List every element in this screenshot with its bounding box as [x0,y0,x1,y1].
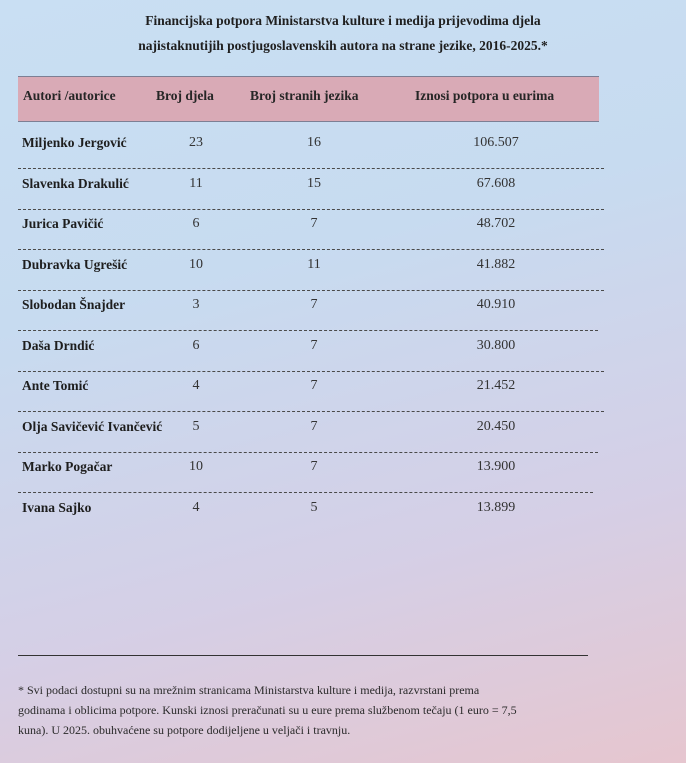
languages-count: 7 [310,418,318,434]
header-works: Broj djela [156,88,214,103]
table-bottom-rule [18,655,588,656]
support-amount: 41.882 [476,256,516,272]
row-separator [18,168,604,169]
footnote-line-3: kuna). U 2025. obuhvaćene su potpore dodijeljene u veljači i travnju. [18,723,351,737]
support-amount: 30.800 [476,337,516,353]
support-amount: 106.507 [473,135,519,150]
works-count: 6 [192,216,200,231]
table-row [18,455,608,485]
works-count: 3 [192,297,200,312]
works-count: 5 [192,418,200,434]
support-amount: 13.899 [476,499,516,515]
works-count: 11 [189,175,203,191]
table-row [18,415,608,445]
languages-count: 11 [307,256,321,272]
languages-count: 7 [310,297,318,312]
header-amount: Iznosi potpora u eurima [415,88,555,103]
row-separator [18,249,604,250]
table-row [18,293,608,323]
table-row [18,496,608,526]
table-row [18,131,608,161]
works-count: 23 [189,135,203,150]
author-name: Slavenka Drakulić [22,175,129,191]
languages-count: 7 [310,337,318,353]
table-header [18,76,599,122]
table-row [18,334,608,364]
languages-count: 5 [310,499,318,515]
author-name: Ivana Sajko [22,499,92,515]
row-separator [18,411,604,412]
works-count: 4 [192,499,200,515]
support-amount: 67.608 [476,175,516,191]
support-amount: 40.910 [476,297,516,312]
languages-count: 7 [310,378,318,393]
languages-count: 16 [307,135,321,150]
chart-title [0,8,686,58]
footnote [18,680,610,740]
row-separator [18,492,593,493]
table-row [18,212,608,242]
title-line-2: najistaknutijih postjugoslavenskih autora na strane jezike, 2016-2025.* [138,38,548,53]
author-name: Slobodan Šnajder [22,297,126,312]
works-count: 10 [189,256,203,272]
works-count: 10 [189,459,203,474]
support-amount: 21.452 [476,378,516,393]
footnote-line-1: * Svi podaci dostupni su na mrežnim stranicama Ministarstva kulture i medija, razvrstani prema [18,683,480,697]
row-separator [18,290,604,291]
row-separator [18,209,604,210]
support-amount: 48.702 [476,216,516,231]
languages-count: 7 [310,459,318,474]
table-row [18,172,608,202]
support-amount: 13.900 [476,459,516,474]
table-row [18,374,608,404]
row-separator [18,452,598,453]
author-name: Marko Pogačar [22,459,113,474]
author-name: Dubravka Ugrešić [22,256,128,272]
author-name: Olja Savičević Ivančević [22,418,163,434]
languages-count: 7 [310,216,318,231]
header-languages: Broj stranih jezika [250,88,359,103]
author-name: Daša Drndić [22,337,95,353]
languages-count: 15 [307,175,321,191]
author-name: Miljenko Jergović [22,135,127,150]
works-count: 4 [192,378,200,393]
row-separator [18,371,604,372]
table-row [18,253,608,283]
works-count: 6 [192,337,200,353]
support-amount: 20.450 [476,418,516,434]
author-name: Ante Tomić [22,378,89,393]
title-line-1: Financijska potpora Ministarstva kulture i medija prijevodima djela [145,13,541,28]
header-authors: Autori /autorice [23,88,116,103]
row-separator [18,330,598,331]
author-name: Jurica Pavičić [22,216,104,231]
footnote-line-2: godinama i oblicima potpore. Kunski iznosi preračunati su u eure prema službenom tečaju (1 euro = 7,5 [18,703,517,717]
